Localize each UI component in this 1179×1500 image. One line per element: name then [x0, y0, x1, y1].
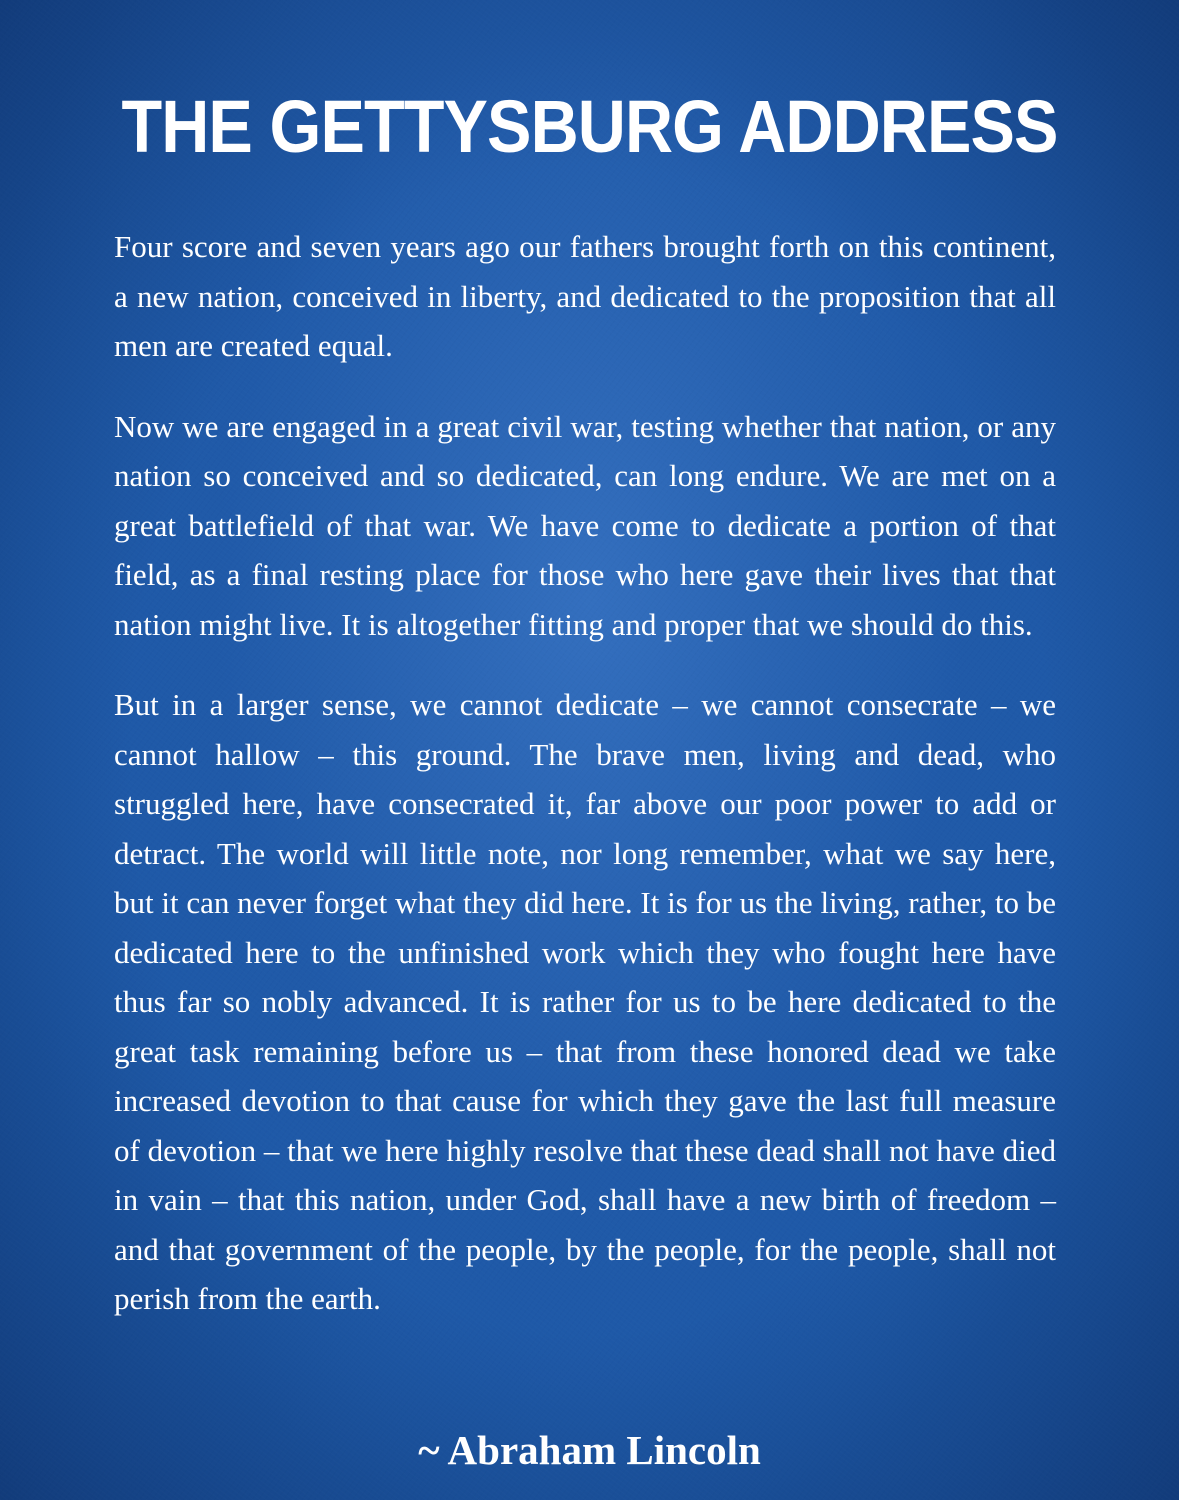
poster-title: THE GETTYSBURG ADDRESS — [121, 85, 1058, 168]
address-text — [114, 222, 1056, 1355]
paragraph-1: Four score and seven years ago our fathers brought forth on this continent, a new nation, conceived in liberty, and dedicated to the proposition that all men are created equal. — [114, 229, 1056, 363]
author-signature: ~ Abraham Lincoln — [418, 1427, 761, 1473]
paragraph-3: But in a larger sense, we cannot dedicate – we cannot consecrate – we cannot hallow – this ground. The brave men, living and dead, who struggled here, have consecrated it, far above our poor power to add or detract. The world will little note, nor long remember, what we say here, but it can never forget what they did here. It is for us the living, rather, to be dedicated here to the unfinished work which they who fought here have thus far so nobly advanced. It is rather for us to be here dedicated to the great task remaining before us – that from these honored dead we take increased devotion to that cause for which they gave the last full measure of devotion – that we here highly resolve that these dead shall not have died in vain – that this nation, under God, shall have a new birth of freedom – and that government of the people, by the people, for the people, shall not perish from the earth. — [114, 687, 1056, 1316]
paragraph-2: Now we are engaged in a great civil war, testing whether that nation, or any nation so conceived and so dedicated, can long endure. We are met on a great battlefield of that war. We have come to dedicate a portion of that field, as a final resting place for those who here gave their lives that that nation might live. It is altogether fitting and proper that we should do this. — [114, 408, 1056, 642]
